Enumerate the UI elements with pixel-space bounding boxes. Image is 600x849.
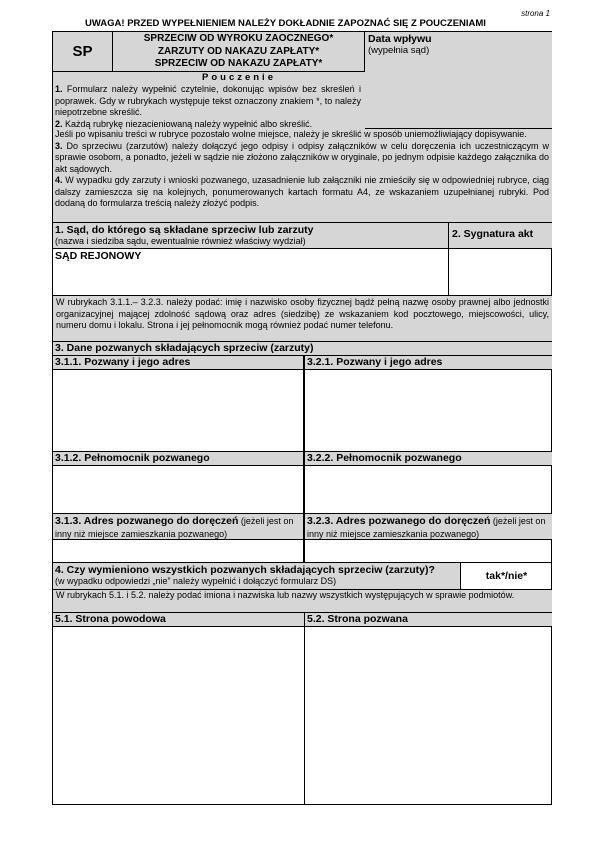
defendant-2-delivery-field[interactable]	[305, 540, 552, 563]
defendant-2-delivery-title: 3.2.3. Adres pozwanego do doręczeń	[307, 515, 491, 527]
instruction-item-4: 4. W wypadku gdy zarzuty i wnioski pozwanego, uzasadnienie lub załączniki nie zmieściły się w odpowiedniej rubryce, ciąg dalszy zamieszcza się na kolejnych, ponumerowanych kartach formatu A4, ze wskazaniem uzupełnianej rubryki. Pod dodaną do formularza treścią należy złożyć podpis.	[55, 175, 549, 208]
instructions-title: Pouczenie	[202, 72, 276, 83]
all-defendants-note: (w wypadku odpowiedzi „nie” należy wypełnić i dołączyć formularz DS)	[55, 576, 337, 586]
warning-banner: UWAGA! PRZED WYPEŁNIENIEM NALEŻY DOKŁADNIE ZAPOZNAĆ SIĘ Z POUCZENIAMI	[85, 18, 486, 29]
defendant-1-attorney-label: 3.1.2. Pełnomocnik pozwanego	[53, 452, 303, 466]
defendant-2-attorney-label: 3.2.2. Pełnomocnik pozwanego	[305, 452, 552, 466]
defendant-1-delivery-title: 3.1.3. Adres pozwanego do doręczeń	[55, 515, 239, 527]
defendant-2-address-field[interactable]	[305, 370, 552, 452]
defendant-2-delivery-note: (jeżeli jest on inny niż miejsce zamieszkania pozwanego)	[307, 516, 546, 539]
form-titles	[113, 32, 365, 72]
instruction-item-2b: Jeśli po wpisaniu treści w rubryce pozostało wolne miejsce, należy je skreślić w sposób uniemożliwiający dopisywanie.	[55, 129, 527, 139]
defendant-1-delivery-note: (jeżeli jest on inny niż miejsce zamieszkania pozwanego)	[55, 516, 294, 539]
defendant-party-field[interactable]	[305, 627, 552, 805]
defendant-1-address-field[interactable]	[53, 370, 303, 452]
defendant-party-label: 5.2. Strona pozwana	[305, 613, 552, 627]
defendant-2-attorney-field[interactable]	[305, 466, 552, 514]
all-defendants-answer[interactable]: tak*/nie*	[461, 563, 552, 590]
defendant-1-address-label: 3.1.1. Pozwany i jego adres	[53, 356, 303, 370]
form-sheet	[52, 31, 552, 805]
defendant-1-delivery-label	[53, 514, 303, 540]
all-defendants-title: 4. Czy wymieniono wszystkich pozwanych składających sprzeciw (zarzuty)?	[55, 564, 435, 576]
instruction-item-1: 1. Formularz należy wypełnić czytelnie, dokonując wpisów bez skreśleń i poprawek. Gdy w rubrykach występuje tekst oznaczony znakiem *, to należy niepotrzebne skreślić.	[55, 84, 361, 117]
intake-title: Data wpływu	[368, 33, 432, 45]
court-label-title: 1. Sąd, do którego są składane sprzeciw lub zarzuty	[55, 224, 314, 236]
defendant-1-attorney-field[interactable]	[53, 466, 303, 514]
court-field[interactable]: SĄD REJONOWY	[53, 249, 449, 296]
title-line-3: SPRZECIW OD NAKAZU ZAPŁATY*	[154, 58, 323, 69]
instructions-block-1	[55, 84, 361, 130]
all-defendants-question	[53, 563, 461, 590]
instruction-item-2: 2. Każdą rubrykę niezacieniowaną należy wypełnić albo skreślić.	[55, 118, 313, 129]
case-number-field[interactable]	[449, 249, 552, 296]
column-divider	[303, 356, 305, 563]
form-code: SP	[53, 32, 113, 72]
defendant-1-delivery-field[interactable]	[53, 540, 303, 563]
plaintiff-field[interactable]	[53, 627, 304, 805]
section3-instructions: W rubrykach 3.1.1.– 3.2.3. należy podać: imię i nazwisko osoby fizycznej bądź pełną nazwę osoby prawnej albo jednostki organizacyjnej mającej zdolność sądową oraz adres (siedzibę) ze wskazaniem kod pocztowego, miejscowości, ulicy, numeru domu i lokalu. Strona i jej pełnomocnik mogą również podać numer telefonu.	[53, 296, 552, 342]
case-number-label: 2. Sygnatura akt	[449, 223, 552, 249]
section5-instructions: W rubrykach 5.1. i 5.2. należy podać imiona i nazwiska lub nazwy wszystkich występujących w sprawie podmiotów.	[53, 590, 552, 613]
intake-subtitle: (wypełnia sąd)	[368, 45, 430, 56]
defendant-2-delivery-label	[305, 514, 552, 540]
section3-title: 3. Dane pozwanych składających sprzeciw (zarzuty)	[53, 342, 552, 356]
court-label-note: (nazwa i siedziba sądu, ewentualnie również właściwy wydział)	[55, 236, 306, 246]
title-line-1: SPRZECIW OD WYROKU ZAOCZNEGO*	[143, 33, 334, 44]
court-label	[53, 223, 449, 249]
party-divider	[304, 613, 305, 805]
defendant-2-address-label: 3.2.1. Pozwany i jego adres	[305, 356, 552, 370]
instructions-block-2	[55, 129, 549, 210]
instruction-item-3: 3. Do sprzeciwu (zarzutów) należy dołączyć jego odpisy i odpisy załączników w celu doręczenia ich uczestniczącym w sprawie osobom, a ponadto, jeżeli w sądzie nie złożono załączników w oryginale, po jednym odpisie każdego załącznika do akt sądowych.	[55, 140, 549, 174]
page-number: strona 1	[521, 9, 550, 18]
intake-date-box	[365, 32, 552, 129]
plaintiff-label: 5.1. Strona powodowa	[53, 613, 304, 627]
title-line-2: ZARZUTY OD NAKAZU ZAPŁATY*	[157, 45, 320, 57]
